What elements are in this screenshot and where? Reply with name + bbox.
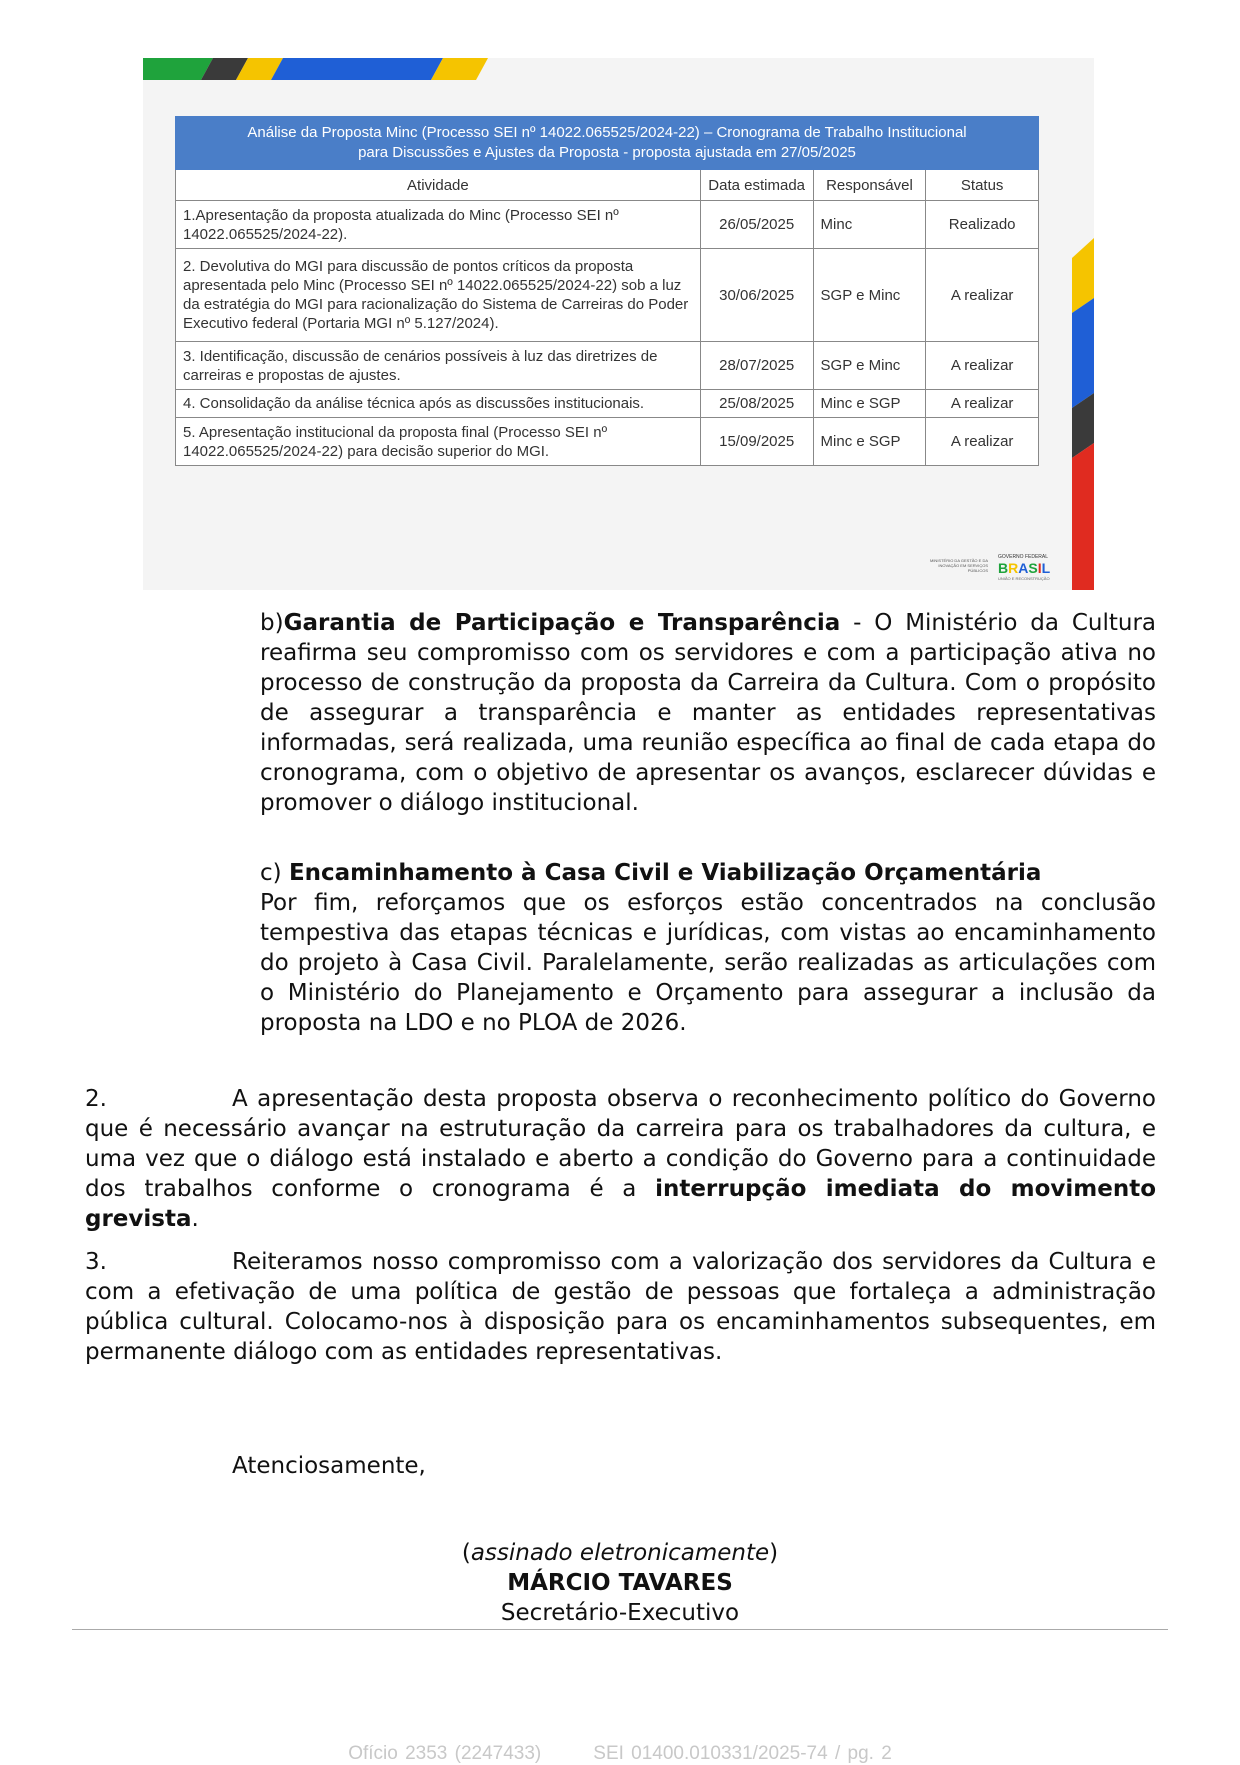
signer-role: Secretário-Executivo [500, 1600, 740, 1626]
item-c-marker: c) [260, 860, 282, 886]
item-c-heading: Encaminhamento à Casa Civil e Viabilização Orçamentária [288, 860, 1042, 886]
schedule-table-title: Análise da Proposta Minc (Processo SEI nº 14022.065525/2024-22) – Cronograma de Trabalho Institucional para Discussões e Ajustes da Proposta - proposta ajustada em 27/05/2025 [176, 117, 1039, 170]
signature-open-paren: ( [461, 1540, 471, 1566]
flag-color-stripes [143, 58, 1094, 80]
ministry-logo-text: MINISTÉRIO DA GESTÃO E DA INOVAÇÃO EM SERVIÇOS PÚBLICOS [929, 558, 988, 573]
embedded-slide-image [143, 58, 1094, 590]
table-row [176, 342, 1039, 390]
flag-color-sidebar [1072, 238, 1094, 590]
signature-divider [72, 1629, 1168, 1630]
signer-name: MÁRCIO TAVARES [507, 1570, 733, 1596]
gov-federal-label: GOVERNO FEDERAL [998, 554, 1049, 560]
paragraph-2-end: . [191, 1206, 199, 1232]
cell-atividade: 4. Consolidação da análise técnica após as discussões institucionais. [176, 390, 701, 418]
paragraph-2-text: A apresentação desta proposta observa o reconhecimento político do Governo que é necessário avançar na estruturação da carreira para os trabalhadores da cultura, e uma vez que o diálogo está instalado e aberto a condição do Governo para a continuidade dos trabalhos conforme o cronograma é a [85, 1086, 1156, 1202]
item-b-heading: Garantia de Participação e Transparência [283, 610, 841, 636]
col-header-responsavel: Responsável [813, 170, 926, 201]
brasil-logo-icon [998, 560, 1054, 576]
cell-responsavel: Minc e SGP [813, 418, 926, 466]
cell-data: 28/07/2025 [700, 342, 813, 390]
paragraph-2 [85, 1084, 1156, 1234]
paragraph-3-text: Reiteramos nosso compromisso com a valorização dos servidores da Cultura e com a efetivação de uma política de gestão de pessoas que fortaleça a administração pública cultural. Colocamo-nos à disposição para os encaminhamentos subsequentes, em permanente diálogo com as entidades representativas. [85, 1249, 1156, 1365]
cell-responsavel: SGP e Minc [813, 342, 926, 390]
gov-slogan: UNIÃO E RECONSTRUÇÃO [998, 576, 1050, 581]
cell-data: 15/09/2025 [700, 418, 813, 466]
table-row [176, 249, 1039, 342]
signature-close-paren: ) [769, 1540, 779, 1566]
cell-status: A realizar [926, 390, 1039, 418]
col-header-data: Data estimada [700, 170, 813, 201]
cell-data: 30/06/2025 [700, 249, 813, 342]
item-c-text: Por fim, reforçamos que os esforços estão concentrados na conclusão tempestiva das etapas técnicas e jurídicas, com vistas ao encaminhamento do projeto à Casa Civil. Paralelamente, serão realizadas as articulações com o Ministério do Planejamento e Orçamento para assegurar a inclusão da proposta na LDO e no PLOA de 2026. [260, 890, 1156, 1036]
paragraph-3 [85, 1247, 1156, 1367]
cell-status: A realizar [926, 418, 1039, 466]
cell-atividade: 1.Apresentação da proposta atualizada do Minc (Processo SEI nº 14022.065525/2024-22). [176, 201, 701, 249]
paragraph-2-number: 2. [85, 1086, 107, 1112]
signature-note-text: assinado eletronicamente [470, 1540, 770, 1566]
cell-data: 26/05/2025 [700, 201, 813, 249]
cell-data: 25/08/2025 [700, 390, 813, 418]
cell-status: A realizar [926, 342, 1039, 390]
footer-process-ref: SEI 01400.010331/2025-74 / pg. 2 [593, 1743, 892, 1764]
cell-responsavel: Minc [813, 201, 926, 249]
item-b-text: - O Ministério da Cultura reafirma seu compromisso com os servidores e com a participação ativa no processo de construção da proposta da Carreira da Cultura. Com o propósito de assegurar a transparência e manter as entidades representativas informadas, será realizada, uma reunião específica ao final de cada etapa do cronograma, com o objetivo de apresentar os avanços, esclarecer dúvidas e promover o diálogo institucional. [260, 610, 1156, 816]
item-c-paragraph [260, 858, 1156, 1038]
closing-salutation: Atenciosamente, [232, 1453, 426, 1479]
cell-atividade: 3. Identificação, discussão de cenários possíveis à luz das diretrizes de carreiras e propostas de ajustes. [176, 342, 701, 390]
paragraph-2-bold: interrupção imediata do movimento grevista [85, 1176, 1157, 1232]
paragraph-3-number: 3. [85, 1249, 107, 1275]
col-header-status: Status [926, 170, 1039, 201]
signature-note [0, 1538, 1240, 1568]
cell-responsavel: Minc e SGP [813, 390, 926, 418]
schedule-table [175, 116, 1039, 466]
cell-responsavel: SGP e Minc [813, 249, 926, 342]
table-row [176, 418, 1039, 466]
table-row [176, 390, 1039, 418]
col-header-atividade: Atividade [176, 170, 701, 201]
cell-atividade: 5. Apresentação institucional da proposta final (Processo SEI nº 14022.065525/2024-22) para decisão superior do MGI. [176, 418, 701, 466]
government-logos [918, 554, 1058, 580]
item-b-marker: b) [260, 610, 284, 636]
svg-text:BRASIL: BRASIL [998, 560, 1051, 576]
page-footer [0, 1743, 1240, 1765]
footer-doc-id: Ofício 2353 (2247433) [348, 1743, 542, 1764]
cell-atividade: 2. Devolutiva do MGI para discussão de pontos críticos da proposta apresentada pelo Minc (Processo SEI nº 14022.065525/2024-22) sob a luz da estratégia do MGI para racionalização do Sistema de Carreiras do Poder Executivo federal (Portaria MGI nº 5.127/2024). [176, 249, 701, 342]
item-b-paragraph [260, 608, 1156, 818]
cell-status: Realizado [926, 201, 1039, 249]
cell-status: A realizar [926, 249, 1039, 342]
table-row [176, 201, 1039, 249]
